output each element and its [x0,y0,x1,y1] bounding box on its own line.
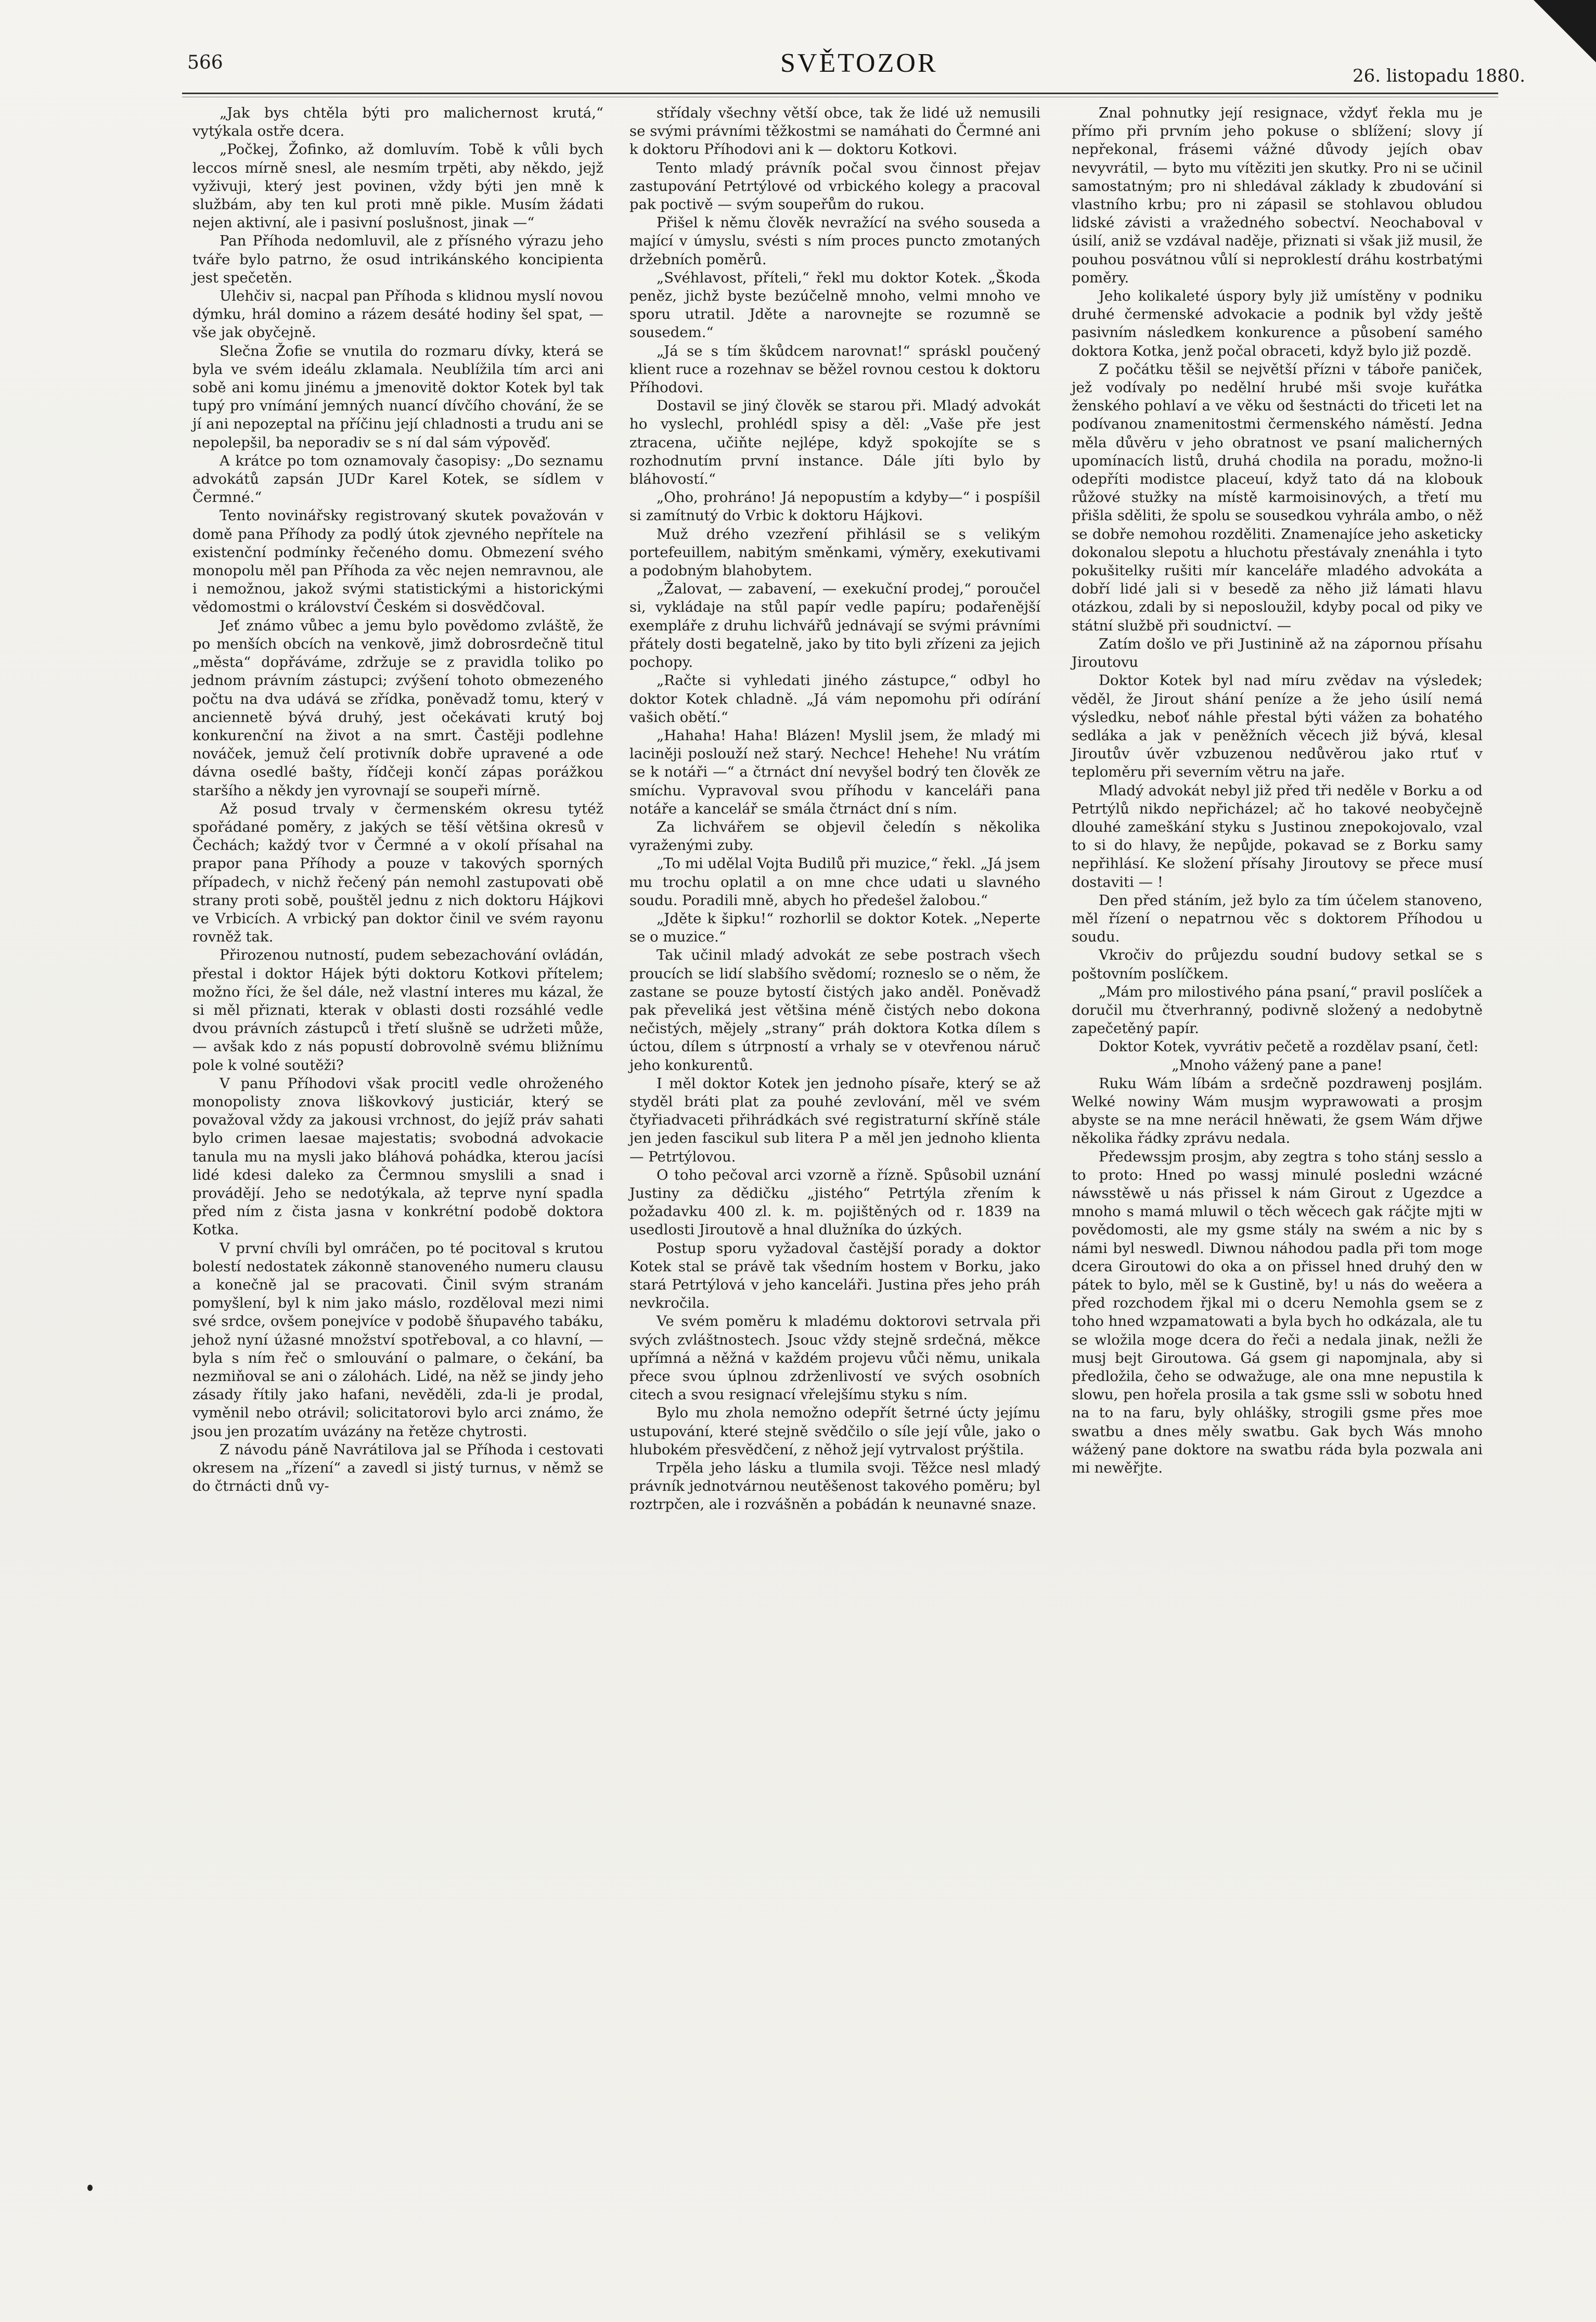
paragraph: Dostavil se jiný člověk se starou při. Mladý advokát ho vyslechl, prohlédl spisy a děl: „Vaše pře jest ztracena, učiňte nejlépe, když spokojíte se s rozhodnutím první instance. Dále jíti bylo by bláhovostí.“ [629,397,1040,488]
paragraph: Ve svém poměru k mladému doktorovi setrvala při svých zvláštnostech. Jsouc vždy stejně srdečná, měkce upřímná a něžná v každém projevu vůči němu, unikala přece svou úplnou zdrženlivostí ve svých osobních citech a svou resignací vřelejšímu styku s ním. [629,1313,1040,1403]
text-column-3 [1072,104,1483,1477]
paragraph: Mladý advokát nebyl již před tři neděle v Borku a od Petrtýlů nikdo nepřicházel; ač ho takové neobyčejně dlouhé zameškání styku s Justinou znepokojovalo, vzal to si do hlavy, že nepůjde, pokavad se z Borku samy nepřihlásí. Ke složení přísahy Jiroutovy se přece musí dostaviti — ! [1072,782,1483,891]
paragraph: V první chvíli byl omráčen, po té pocitoval s krutou bolestí nedostatek zákonně stanoveného numeru clausu a konečně jal se pracovati. Činil svým stranám pomyšlení, byl k nim jako máslo, rozděloval mezi nimi své srdce, ovšem ponejvíce v podobě šňupavého tabáku, jehož nyní úžasné množství spotřeboval, a co hlavní, — byla s ním řeč o smlouvání o palmare, o čekání, ba nezmiňoval se ani o zálohách. Lidé, na něž se jindy jeho zásady řítily jako hafani, nevěděli, zda-li je prodal, vyměnil nebo otrávil; solicitatorovi bylo arci známo, že jsou jen prozatím uvázány na řetěze chytrosti. [192,1240,603,1440]
paragraph: I měl doktor Kotek jen jednoho písaře, který se až styděl bráti plat za pouhé zevlování, měl ve svém čtyřiadvaceti přihrádkách své registraturní skříně stále jen jeden fascikul sub litera P a měl jen jednoho klienta — Petrtýlovou. [629,1075,1040,1165]
paragraph: Zatím došlo ve při Justinině až na zápornou přísahu Jiroutovu [1072,635,1483,671]
paragraph: Muž drého vzezření přihlásil se s velikým portefeuillem, nabitým směnkami, výměry, exekutivami a podobným blahobytem. [629,525,1040,579]
masthead-title: SVĚTOZOR [780,48,938,78]
paragraph: „Jděte k šipku!“ rozhorlil se doktor Kotek. „Neperte se o muzice.“ [629,910,1040,946]
paragraph: střídaly všechny větší obce, tak že lidé už nemusili se svými právními těžkostmi se namáhati do Čermné ani k doktoru Příhodovi ani k — doktoru Kotkovi. [629,105,1040,158]
paragraph: „Mnoho vážený pane a pane! [1172,1056,1383,1074]
paragraph: „Račte si vyhledati jiného zástupce,“ odbyl ho doktor Kotek chladně. „Já vám nepomohu při odírání vašich obětí.“ [629,672,1040,726]
paragraph: Doktor Kotek byl nad míru zvědav na výsledek; věděl, že Jirout shání peníze a že jeho úsilí nemá výsledku, neboť náhle přestal býti vážen za bohatého sedláka a jak v peněžních věcech již bývá, klesal Jiroutův úvěr vzbuzenou nedůvěrou jako rtuť v teploměru při severním větru na jaře. [1072,672,1483,781]
paragraph: „Mám pro milostivého pána psaní,“ pravil poslíček a doručil mu čtverhranný, podivně složený a nedobytně zapečetěný papír. [1072,983,1483,1037]
paragraph: „Já se s tím škůdcem narovnat!“ spráskl poučený klient ruce a rozehnav se běžel rovnou cestou k doktoru Příhodovi. [629,342,1040,396]
paragraph: Pan Příhoda nedomluvil, ale z přísného výrazu jeho tváře bylo patrno, že osud intrikánského koncipienta jest spečetěn. [192,233,603,286]
paragraph: Trpěla jeho lásku a tlumila svoji. Těžce nesl mladý právník jednotvárnou neutěšenost takového poměru; byl roztrpčen, ale i rozvášněn a pobádán k neunavné snaze. [629,1460,1040,1513]
paragraph: Vkročiv do průjezdu soudní budovy setkal se s poštovním poslíčkem. [1072,947,1483,982]
paragraph: Z návodu páně Navrátilova jal se Příhoda i cestovati okresem na „řízení“ a zavedl si jistý turnus, v němž se do čtrnácti dnů vy- [192,1441,603,1495]
paragraph: „Oho, prohráno! Já nepopustím a kdyby—“ i pospíšil si zamítnutý do Vrbic k doktoru Hájkovi. [629,489,1040,524]
paragraph: „Jak bys chtěla býti pro malichernost krutá,“ vytýkala ostře dcera. [192,105,603,140]
paragraph: Den před stáním, jež bylo za tím účelem stanoveno, měl řízení o nepatrnou věc s doktorem Příhodou u soudu. [1072,892,1483,946]
paragraph: Bylo mu zhola nemožno odepřít šetrné úcty jejímu ustupování, které stejně svědčilo o síle její vůle, jako o hlubokém přesvědčení, z něhož její vytrvalost prýštila. [629,1404,1040,1458]
paragraph: „Žalovat, — zabavení, — exekuční prodej,“ poroučel si, vykládaje na stůl papír vedle papíru; podařenější exempláře z druhu lichvářů jednávají se svými právními přátely dosti begatelně, jako by tito byli zřízeni za jejich pochopy. [629,580,1040,671]
paragraph: Tak učinil mladý advokát ze sebe postrach všech proucích se lidí slabšího svědomí; rozneslo se o něm, že zastane se pouze bytostí čistých jako anděl. Poněvadž pak převeliká jest většina méně čistých nebo dokona nečistých, mějely „strany“ práh doktora Kotka dílem s úctou, dílem s útrpností a vrhaly se v otevřenou náruč jeho konkurentů. [629,947,1040,1074]
paragraph: Jeho kolikaleté úspory byly již umístěny v podniku druhé čermenské advokacie a podnik byl vždy ještě pasivním následkem konkurence a působení samého doktora Kotka, jenž počal obraceti, když bylo již pozdě. [1072,288,1483,359]
paragraph: Tento novinářsky registrovaný skutek považován v domě pana Příhody za podlý útok zjevného nepřítele na existenční podmínky řečeného domu. Obmezení svého monopolu měl pan Příhoda za věc nejen nemravnou, ale i nemožnou, jakož svými statistickými a historickými vědomostmi o království Českém si dosvědčoval. [192,507,603,616]
paragraph: Za lichvářem se objevil čeledín s několika vyraženými zuby. [629,818,1040,854]
issue-date: 26. listopadu 1880. [1353,66,1526,86]
paragraph: Až posud trvaly v čermenském okresu tytéž spořádané poměry, z jakých se těší většina okresů v Čechách; každý tvor v Čermné a v okolí přísahal na prapor pana Příhody a pouze v takových sporných případech, v nichž řečený pán nemohl zastupovati obě strany proti sobě, pouštěl jednu z nich doktoru Hájkovi ve Vrbicích. A vrbický pan doktor činil ve svém rayonu rovněž tak. [192,800,603,946]
paragraph: „Svéhlavost, příteli,“ řekl mu doktor Kotek. „Škoda peněz, jichž byste bezúčelně mnoho, velmi mnoho ve sporu utratil. Jděte a narovnejte se rozumně se sousedem.“ [629,269,1040,341]
text-column-2 [629,104,1040,1514]
paragraph: „Hahaha! Haha! Blázen! Myslil jsem, že mladý mi laciněji poslouží než starý. Nechce! Hehehe! Nu vrátím se k notáři —“ a čtrnáct dní nevyšel bodrý ten člověk ze smíchu. Vypravoval svou příhodu v kanceláři pana notáře a kancelář se smála čtrnáct dní s ním. [629,727,1040,817]
paragraph: Ulehčiv si, nacpal pan Příhoda s klidnou myslí novou dýmku, hrál domino a rázem desáté hodiny šel spat, — vše jak obyčejně. [192,288,603,341]
paragraph: „Počkej, Žofinko, až domluvím. Tobě k vůli bych leccos mírně snesl, ale nesmím trpěti, aby někdo, jejž vyživuji, který jest povinen, vždy býti jen mně k službám, aby ten kul proti mně pikle. Musím žádati nejen aktivní, ale i pasivní poslušnost, jinak —“ [192,141,603,231]
dark-corner [1534,0,1596,62]
paragraph: „To mi udělal Vojta Budilů při muzice,“ řekl. „Já jsem mu trochu oplatil a on mne chce udati u slavného soudu. Poradili mně, abych ho předešel žalobou.“ [629,855,1040,909]
paragraph: Slečna Žofie se vnutila do rozmaru dívky, která se byla ve svém ideálu zklamala. Neublížila tím arci ani sobě ani komu jinému a jmenovitě doktor Kotek byl tak tupý pro vnímání jemných nuancí dívčího chování, že se jí ani nepozeptal na příčinu její chladnosti a trudu ani se nepolepšil, ba neporadiv se s ní dal sám výpověď. [192,342,603,451]
paragraph: O toho pečoval arci vzorně a řízně. Spůsobil uznání Justiny za dědičku „jistého“ Petrtýla zřením k požadavku 400 zl. k. m. pojištěných od r. 1839 na usedlosti Jiroutově a hnal dlužníka do úzkých. [629,1166,1040,1239]
paragraph: V panu Příhodovi však procitl vedle ohroženého monopolisty znova liškovkový justiciár, který se považoval vždy za jakousi vrchnost, do jejíž práv sahati bylo crimen laesae majestatis; svobodná advokacie tanula mu na mysli jako bláhová pohádka, kterou jacísi lidé kdesi daleko za Čermnou smyslili a snad i provádějí. Jeho se nedotýkala, až teprve nyní spadla před ním z čista jasna v konkrétní podobě doktora Kotka. [192,1075,603,1239]
paragraph: Předewssjm prosjm, aby zegtra s toho stánj sesslo a to proto: Hned po wassj minulé posledni wzácné náwsstěwě u nás přissel k nám Girout z Ugezdce a mnoho s mamá mluwil o těch wěcech gak ráčjte mjti w povědomosti, ale my gsme stály na swém a nic by s námi byl neswedl. Diwnou náhodou padla při tom moge dcera Giroutowi do oka a on přissel hned druhý den w pátek to bylo, měl se k Gustině, by! u nás do weěera a před rozchodem řjkal mi o dceru Nemohla gsem se z toho hned wzpamatowati a byla bych ho odkázala, ale tu se wložila moge dcera do řeči a nedala jinak, nežli že musj bejt Giroutowa. Gá gsem gi napomjnala, aby si předložila, čeho se odwažuge, ale ona mne nepustila k slowu, pen hořela prosila a tak gsme ssli w sobotu hned na to na faru, byly ohlášky, strogili gsme přes moe swatbu a dnes měly swatbu. Gak bych Wás mnoho wážený pane doktore na swatbu ráda byla pozwala ani mi newěřjte. [1072,1148,1483,1477]
ink-speck [87,2185,93,2191]
paragraph: Doktor Kotek, vyvrátiv pečetě a rozdělav psaní, četl: [1099,1038,1479,1055]
paragraph: Přišel k němu člověk nevražící na svého souseda a mající v úmyslu, svésti s ním proces puncto zmotaných držebních poměrů. [629,214,1040,268]
paragraph: Postup sporu vyžadoval častější porady a doktor Kotek stal se právě tak všedním hostem v Borku, jako stará Petrtýlová v jeho kanceláři. Justina přes jeho práh nevkročila. [629,1240,1040,1312]
header-rule [182,93,1498,94]
page-number: 566 [187,52,223,73]
paragraph: Jeť známo vůbec a jemu bylo povědomo zvláště, že po menších obcích na venkově, jimž dobrosrdečně titul „města“ dopřáváme, zdržuje se z pravidla toliko po jednom právním zástupci; zvýšení tohoto obmezeného počtu na dva udává se zřídka, poněvadž tomu, který v anciennetě bývá druhý, jest očekávati krutý boj konkurenční na život a na smrt. Častěji podlehne nováček, jemuž čelí protivník dobře upravené a ode dávna osedlé bašty, řídčeji končí zápas porážkou staršího a někdy jen vyrovnají se soupeři mírně. [192,617,603,799]
paragraph: A krátce po tom oznamovaly časopisy: „Do seznamu advokátů zapsán JUDr Karel Kotek, se sídlem v Čermné.“ [192,452,603,506]
paragraph: Ruku Wám líbám a srdečně pozdrawenj posjlám. Welké nowiny Wám musjm wyprawowati a prosjm abyste se na mne nerácil hněwati, že gsem Wám dřjwe několika řádky zprávu nedala. [1072,1075,1483,1147]
paragraph: Z počátku těšil se největší přízni v táboře paniček, jež vodívaly po nedělní hrubé mši svoje kuřátka ženského pohlaví a ve věku od šestnácti do třiceti let na podívanou znamenitostmi čermenského náměstí. Jedna měla důvěru v jeho obratnost ve psaní malicherných upomínacích listů, druhá chodila na poradu, možno-li odepříti modistce placeuí, když tato dá na klobouk růžové stužky na místě karmoisinových, a třetí mu přišla sděliti, že spolu se sousedkou vyhrála ambo, o něž se dobře nemohou rozděliti. Znamenajíce jeho asketicky dokonalou slepotu a hluchotu přestávaly znenáhla i tyto pokušitelky rušiti mír kanceláře mladého advokáta a dobří lidé jali si v besedě za něho již lámati hlavu otázkou, zdali by si neposloužil, kdyby pocal od piky ve státní službě při soudnictví. — [1072,360,1483,634]
paragraph: Znal pohnutky její resignace, vždyť řekla mu je přímo při prvním jeho pokuse o sblížení; slovy jí nepřekonal, frásemi vážné důvody jejích obav nevyvrátil, — byto mu vítěziti jen skutky. Pro ni se učinil samostatným; pro ni shledával základy k zbudování si vlastního krbu; pro ni zápasil se stohlavou obludou lidské závisti a vražedného sobectví. Neochaboval v úsilí, aniž se vzdával naděje, přiznati si však již musil, že pouhou posvátnou vůlí si neproklestí dráhu kostrbatými poměry. [1072,105,1483,286]
paragraph: Tento mladý právník počal svou činnost přejav zastupování Petrtýlové od vrbického kolegy a pracoval pak poctivě — svým soupeřům do rukou. [629,159,1040,213]
paragraph: Přirozenou nutností, pudem sebezachování ovládán, přestal i doktor Hájek býti doktoru Kotkovi přítelem; možno říci, že šel dále, než vlastní interes mu kázal, že si měl přiznati, kterak v oblasti dosti rozsáhlé vedle dvou právních zástupců i třetí slušně se udržeti může, — avšak kdo z nás popustí dobrovolně svému bližnímu pole k volné soutěži? [192,947,603,1074]
text-column-1 [192,104,603,1495]
